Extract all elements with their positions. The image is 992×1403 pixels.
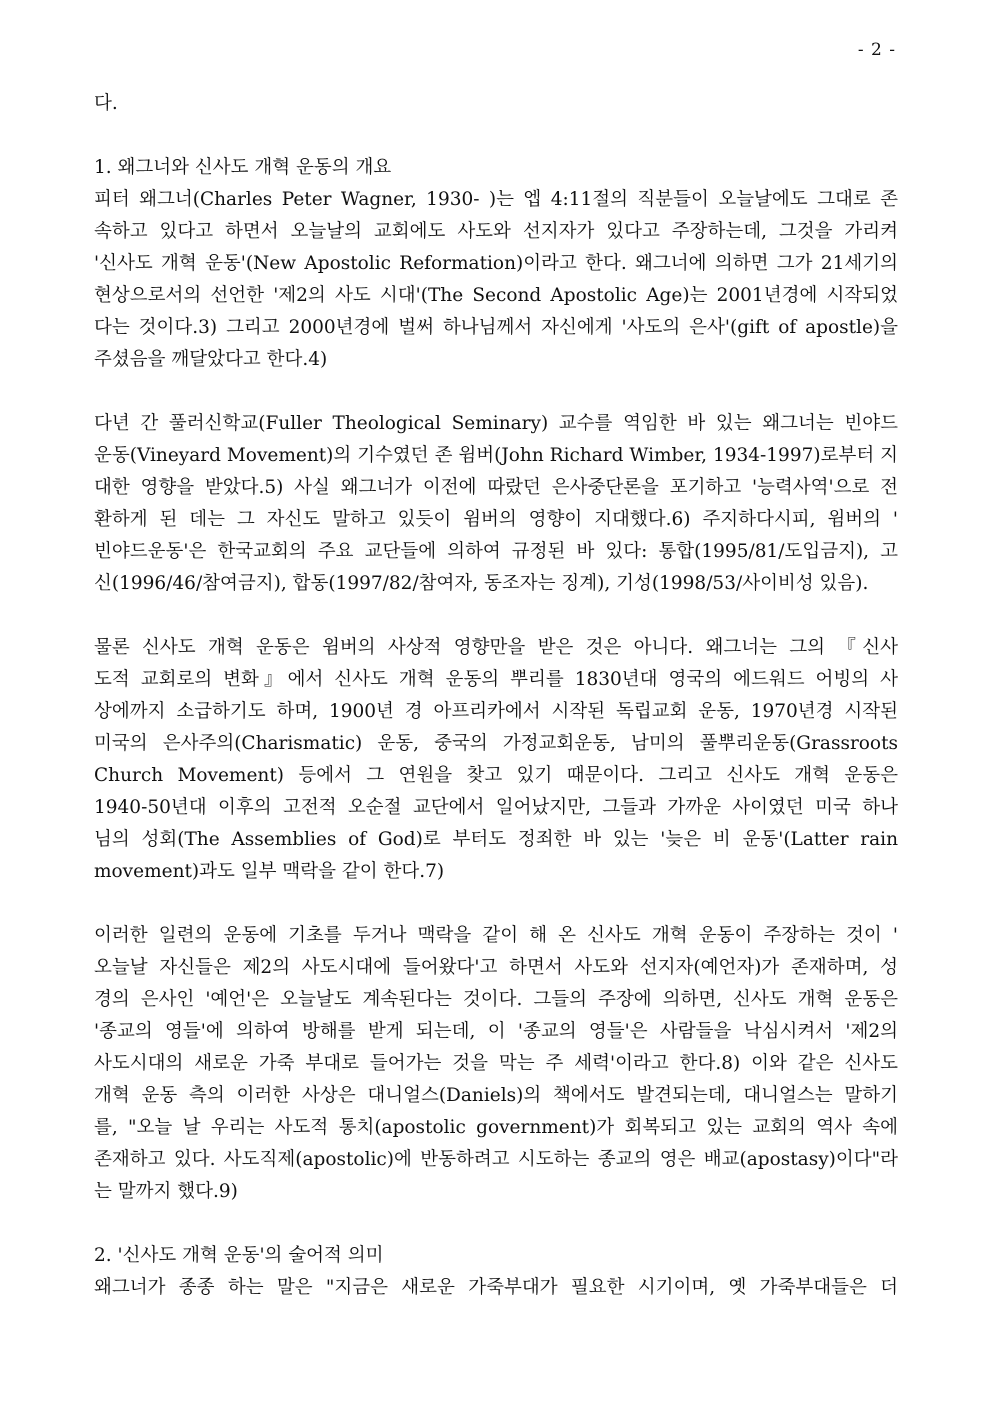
text-line: 도적 교회로의 변화』에서 신사도 개혁 운동의 뿌리를 1830년대 영국의 에드워드 어빙의 사 <box>94 669 898 690</box>
text-line: 경의 은사인 '예언'은 오늘날도 계속된다는 것이다. 그들의 주장에 의하면, 신사도 개혁 운동은 <box>94 989 898 1010</box>
text-line: 주셨음을 깨달았다고 한다.4) <box>94 349 328 370</box>
text-line: 물론 신사도 개혁 운동은 윔버의 사상적 영향만을 받은 것은 아니다. 왜그너는 그의 『신사 <box>94 637 898 658</box>
paragraph <box>94 632 898 888</box>
text-line: 왜그너가 종종 하는 말은 "지금은 새로운 가죽부대가 필요한 시기이며, 옛 가죽부대들은 더 <box>94 1277 898 1298</box>
section-heading: 1. 왜그너와 신사도 개혁 운동의 개요 <box>94 157 392 178</box>
paragraph-spacer <box>94 376 898 408</box>
text-line: 사도시대의 새로운 가죽 부대로 들어가는 것을 막는 주 세력'이라고 한다.8) 이와 같은 신사도 <box>94 1053 898 1074</box>
text-line: 미국의 은사주의(Charismatic) 운동, 중국의 가정교회운동, 남미의 풀뿌리운동(Grassroots <box>94 733 898 754</box>
text-line: 는 말까지 했다.9) <box>94 1181 238 1202</box>
text-line: '신사도 개혁 운동'(New Apostolic Reformation)이라고 한다. 왜그너에 의하면 그가 21세기의 <box>94 253 898 274</box>
text-line: 신(1996/46/참여금지), 합동(1997/82/참여자, 동조자는 징계), 기성(1998/53/사이비성 있음). <box>94 573 869 594</box>
document-body <box>94 88 898 1304</box>
text-line: 환하게 된 데는 그 자신도 말하고 있듯이 윔버의 영향이 지대했다.6) 주지하다시피, 윔버의 ' <box>94 509 898 530</box>
text-line: 를, "오늘 날 우리는 사도적 통치(apostolic government)가 회복되고 있는 교회의 역사 속에 <box>94 1117 898 1138</box>
text-line: '종교의 영들'에 의하여 방해를 받게 되는데, 이 '종교의 영들'은 사람들을 낙심시켜서 '제2의 <box>94 1021 898 1042</box>
text-line: Church Movement) 등에서 그 연원을 찾고 있기 때문이다. 그리고 신사도 개혁 운동은 <box>94 765 898 786</box>
text-line: 운동(Vineyard Movement)의 기수였던 존 윔버(John Richard Wimber, 1934-1997)로부터 지 <box>94 445 898 466</box>
text-line: 속하고 있다고 하면서 오늘날의 교회에도 사도와 선지자가 있다고 주장하는데, 그것을 가리켜 <box>94 221 898 242</box>
text-line: movement)과도 일부 맥락을 같이 한다.7) <box>94 861 445 882</box>
paragraph <box>94 408 898 600</box>
text-line: 피터 왜그너(Charles Peter Wagner, 1930- )는 엡 4:11절의 직분들이 오늘날에도 그대로 존 <box>94 189 898 210</box>
text-line: 개혁 운동 측의 이러한 사상은 대니얼스(Daniels)의 책에서도 발견되는데, 대니얼스는 말하기 <box>94 1085 898 1106</box>
paragraph-spacer <box>94 888 898 920</box>
text-line: 다는 것이다.3) 그리고 2000년경에 벌써 하나님께서 자신에게 '사도의 은사'(gift of apostle)을 <box>94 317 898 338</box>
section-heading: 2. '신사도 개혁 운동'의 술어적 의미 <box>94 1245 384 1266</box>
text-line: 상에까지 소급하기도 하며, 1900년 경 아프리카에서 시작된 독립교회 운동, 1970년경 시작된 <box>94 701 898 722</box>
text-line: 대한 영향을 받았다.5) 사실 왜그너가 이전에 따랐던 은사중단론을 포기하고 '능력사역'으로 전 <box>94 477 898 498</box>
paragraph-spacer <box>94 600 898 632</box>
text-line: 빈야드운동'은 한국교회의 주요 교단들에 의하여 규정된 바 있다: 통합(1995/81/도입금지), 고 <box>94 541 898 562</box>
paragraph <box>94 920 898 1208</box>
text-line: 님의 성회(The Assemblies of God)로 부터도 정죄한 바 있는 '늦은 비 운동'(Latter rain <box>94 829 898 850</box>
paragraph <box>94 184 898 376</box>
paragraph-spacer <box>94 1208 898 1240</box>
text-line: 다. <box>94 93 118 114</box>
text-line: 현상으로서의 선언한 '제2의 사도 시대'(The Second Apostolic Age)는 2001년경에 시작되었 <box>94 285 898 306</box>
text-line: 존재하고 있다. 사도직제(apostolic)에 반동하려고 시도하는 종교의 영은 배교(apostasy)이다"라 <box>94 1149 898 1170</box>
text-line: 다년 간 풀러신학교(Fuller Theological Seminary) 교수를 역임한 바 있는 왜그너는 빈야드 <box>94 413 898 434</box>
page-number: - 2 - <box>857 40 896 60</box>
paragraph-spacer <box>94 120 898 152</box>
text-line: 1940-50년대 이후의 고전적 오순절 교단에서 일어났지만, 그들과 가까운 사이였던 미국 하나 <box>94 797 898 818</box>
text-line: 오늘날 자신들은 제2의 사도시대에 들어왔다'고 하면서 사도와 선지자(예언자)가 존재하며, 성 <box>94 957 898 978</box>
text-line: 이러한 일련의 운동에 기초를 두거나 맥락을 같이 해 온 신사도 개혁 운동이 주장하는 것이 ' <box>94 925 898 946</box>
paragraph <box>94 1272 898 1304</box>
